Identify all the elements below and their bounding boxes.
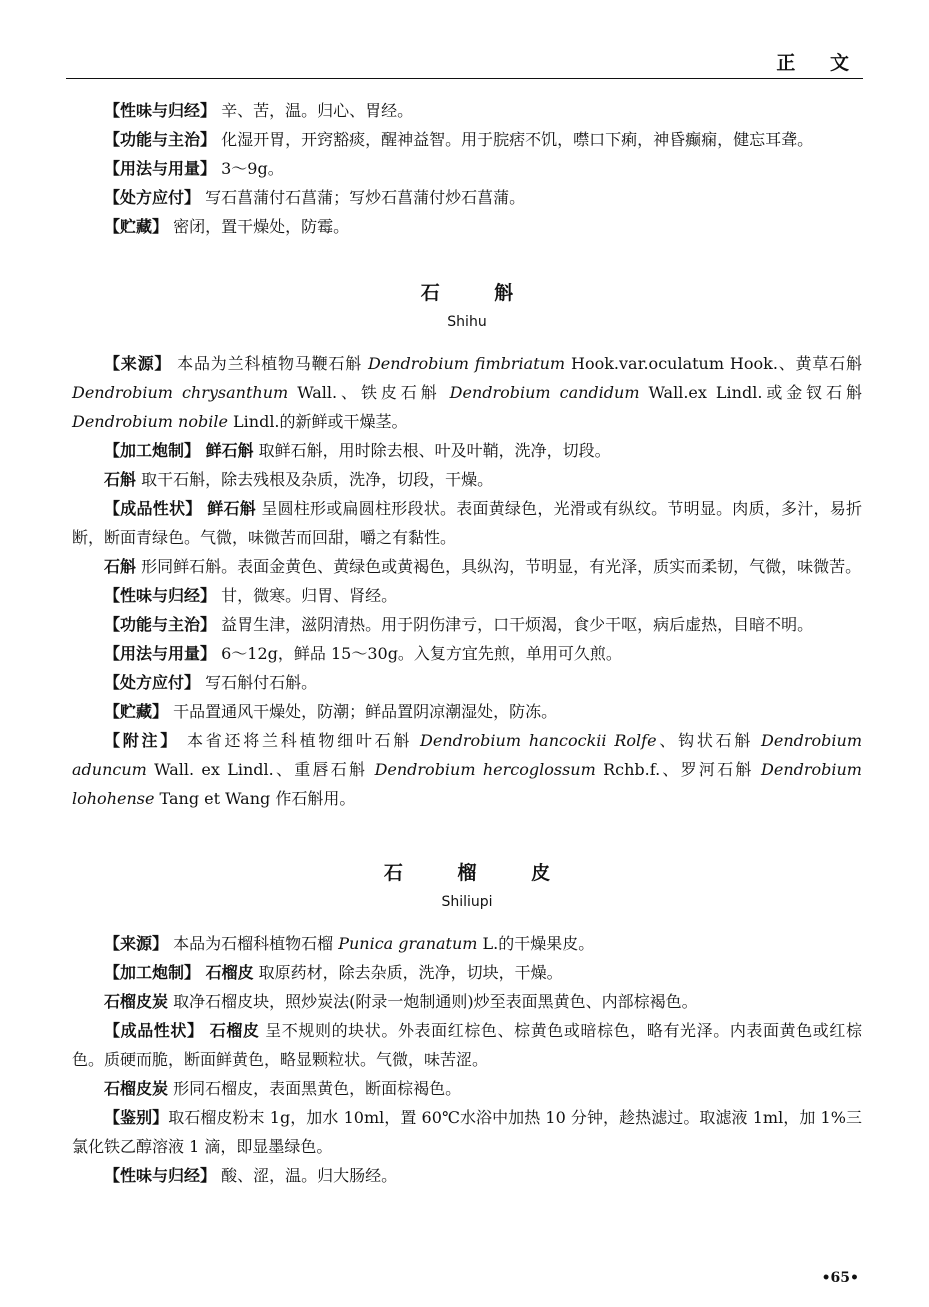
- entry-tag: 【贮藏】: [104, 217, 169, 236]
- entry-tag: 【来源】: [104, 934, 169, 953]
- entry-text: 辛、苦，温。归心、胃经。: [216, 101, 414, 120]
- section0-gongneng: [72, 125, 862, 154]
- entry-tag: 【性味与归经】: [104, 101, 217, 120]
- section1-zhucang: [72, 697, 862, 726]
- entry-tag: 【成品性状】: [104, 1021, 204, 1040]
- latin-name: Dendrobium hancockii Rolfe: [420, 731, 657, 750]
- section2-chengpin: [72, 1016, 862, 1074]
- entry-text: Wall.、铁皮石斛: [288, 383, 450, 402]
- latin-name: Dendrobium fimbriatum: [367, 354, 566, 373]
- latin-name: Dendrobium nobile: [72, 412, 228, 431]
- section0-yongfa: [72, 154, 862, 183]
- entry-tag: 【性味与归经】: [104, 586, 217, 605]
- latin-name: Dendrobium lohohense: [72, 760, 862, 808]
- entry-subheading: 石斛: [104, 470, 137, 489]
- entry-tag: 【性味与归经】: [104, 1166, 217, 1185]
- running-header: 正 文: [776, 52, 863, 74]
- entry-text: 取净石榴皮块，照炒炭法(附录一炮制通则)炒至表面黑黄色、内部棕褐色。: [168, 992, 698, 1011]
- entry-text: 形同鲜石斛。表面金黄色、黄绿色或黄褐色，具纵沟，节明显，有光泽，质实而柔韧，气微，味微苦。: [136, 557, 862, 576]
- section2-jiagong: [72, 958, 862, 987]
- section2-jianbie: [72, 1103, 862, 1161]
- entry-text: 取石榴皮粉末 1g，加水 10ml，置 60℃水浴中加热 10 分钟，趁热滤过。取滤液 1ml，加 1%三氯化铁乙醇溶液 1 滴，即显墨绿色。: [72, 1108, 862, 1156]
- section1-xingwei: [72, 581, 862, 610]
- entry-tag: 【处方应付】: [104, 188, 201, 207]
- section1-fuzhu: [72, 726, 862, 813]
- section2-jiagong2: [72, 987, 862, 1016]
- entry-text: 取鲜石斛，用时除去根、叶及叶鞘，洗净，切段。: [253, 441, 611, 460]
- entry-text: 密闭，置干燥处，防霉。: [168, 217, 350, 236]
- section2-chengpin2: [72, 1074, 862, 1103]
- entry-text: L.的干燥果皮。: [477, 934, 595, 953]
- latin-name: Punica granatum: [338, 934, 478, 953]
- entry-text: 形同石榴皮，表面黑黄色，断面棕褐色。: [168, 1079, 462, 1098]
- latin-name: Dendrobium hercoglossum: [374, 760, 596, 779]
- entry-tag: 【处方应付】: [104, 673, 201, 692]
- entry-subheading: 石斛: [104, 557, 137, 576]
- section1-laiyuan: [72, 349, 862, 436]
- entry-text: 酸、涩，温。归大肠经。: [216, 1166, 398, 1185]
- entry-tag: 【用法与用量】: [104, 159, 217, 178]
- entry-text: Rchb.f.、罗河石斛: [595, 760, 762, 779]
- entry-text: 本品为石榴科植物石榴: [168, 934, 339, 953]
- entry-text: 呈不规则的块状。外表面红棕色、棕黄色或暗棕色，略有光泽。内表面黄色或红棕色。质硬而脆，断面鲜黄色，略显颗粒状。气微，味苦涩。: [72, 1021, 862, 1069]
- entry-text: 本品为兰科植物马鞭石斛: [171, 354, 368, 373]
- entry-text: 甘，微寒。归胃、肾经。: [216, 586, 398, 605]
- entry-text: Lindl.的新鲜或干燥茎。: [227, 412, 408, 431]
- entry-tag: 【贮藏】: [104, 702, 169, 721]
- section1-yongfa: [72, 639, 862, 668]
- section0-xingwei: [72, 96, 862, 125]
- latin-name: Dendrobium chrysanthum: [72, 383, 289, 402]
- entry-tag: 【功能与主治】: [104, 130, 217, 149]
- section1-pinyin: Shihu: [447, 314, 487, 330]
- entry-tag: 【用法与用量】: [104, 644, 217, 663]
- section1-jiagong: [72, 436, 862, 465]
- entry-text: Tang et Wang 作石斛用。: [154, 789, 356, 808]
- entry-text: Hook.var.oculatum Hook.、黄草石斛: [565, 354, 862, 373]
- entry-text: 6～12g，鲜品 15～30g。入复方宜先煎，单用可久煎。: [216, 644, 622, 663]
- section1-gongneng: [72, 610, 862, 639]
- entry-tag: 【鉴别】: [104, 1108, 169, 1127]
- entry-text: 干品置通风干燥处，防潮；鲜品置阴凉潮湿处，防冻。: [168, 702, 558, 721]
- section1-chufang: [72, 668, 862, 697]
- section1-chengpin: [72, 494, 862, 552]
- entry-text: 取原药材，除去杂质，洗净，切块，干燥。: [253, 963, 563, 982]
- page-number: •65•: [821, 1270, 859, 1286]
- section2-xingwei: [72, 1161, 862, 1190]
- entry-text: 写石斛付石斛。: [200, 673, 318, 692]
- entry-text: Wall. ex Lindl.、重唇石斛: [146, 760, 375, 779]
- entry-text: 化湿开胃，开窍豁痰，醒神益智。用于脘痞不饥，噤口下痢，神昏癫痫，健忘耳聋。: [216, 130, 814, 149]
- entry-subheading: 石榴皮炭: [104, 1079, 169, 1098]
- entry-tag: 【成品性状】: [104, 499, 202, 518]
- section1-chengpin2: [72, 552, 862, 581]
- section0-chufang: [72, 183, 862, 212]
- entry-text: 益胃生津，滋阴清热。用于阴伤津亏，口干烦渴，食少干呕，病后虚热，目暗不明。: [216, 615, 814, 634]
- entry-tag: 【附注】: [104, 731, 180, 750]
- entry-text: 写石菖蒲付石菖蒲；写炒石菖蒲付炒石菖蒲。: [200, 188, 526, 207]
- entry-subheading: 石榴皮: [203, 1021, 260, 1040]
- section1-title: 石 斛: [420, 282, 538, 304]
- section2-pinyin: Shiliupi: [441, 894, 493, 910]
- entry-tag: 【加工炮制】: [104, 963, 201, 982]
- entry-subheading: 鲜石斛: [201, 499, 256, 518]
- entry-subheading: 石榴皮炭: [104, 992, 169, 1011]
- entry-tag: 【来源】: [104, 354, 172, 373]
- entry-subheading: 鲜石斛: [200, 441, 254, 460]
- header-rule: [66, 78, 863, 79]
- entry-text: 3～9g。: [216, 159, 284, 178]
- entry-tag: 【加工炮制】: [104, 441, 201, 460]
- page-body: [72, 96, 862, 1190]
- entry-subheading: 石榴皮: [200, 963, 254, 982]
- entry-tag: 【功能与主治】: [104, 615, 217, 634]
- latin-name: Dendrobium candidum: [449, 383, 640, 402]
- entry-text: Wall.ex Lindl.或金钗石斛: [639, 383, 863, 402]
- section2-title: 石 榴 皮: [383, 862, 575, 884]
- entry-text: 、钩状石斛: [656, 731, 762, 750]
- section2-laiyuan: [72, 929, 862, 958]
- section0-zhucang: [72, 212, 862, 241]
- entry-text: 取干石斛，除去残根及杂质，洗净，切段，干燥。: [136, 470, 494, 489]
- entry-text: 呈圆柱形或扁圆柱形段状。表面黄绿色，光滑或有纵纹。节明显。肉质，多汁，易折断，断面青绿色。气微，味微苦而回甜，嚼之有黏性。: [72, 499, 862, 547]
- section1-jiagong2: [72, 465, 862, 494]
- entry-text: 本省还将兰科植物细叶石斛: [179, 731, 421, 750]
- latin-name: Dendrobium aduncum: [72, 731, 862, 779]
